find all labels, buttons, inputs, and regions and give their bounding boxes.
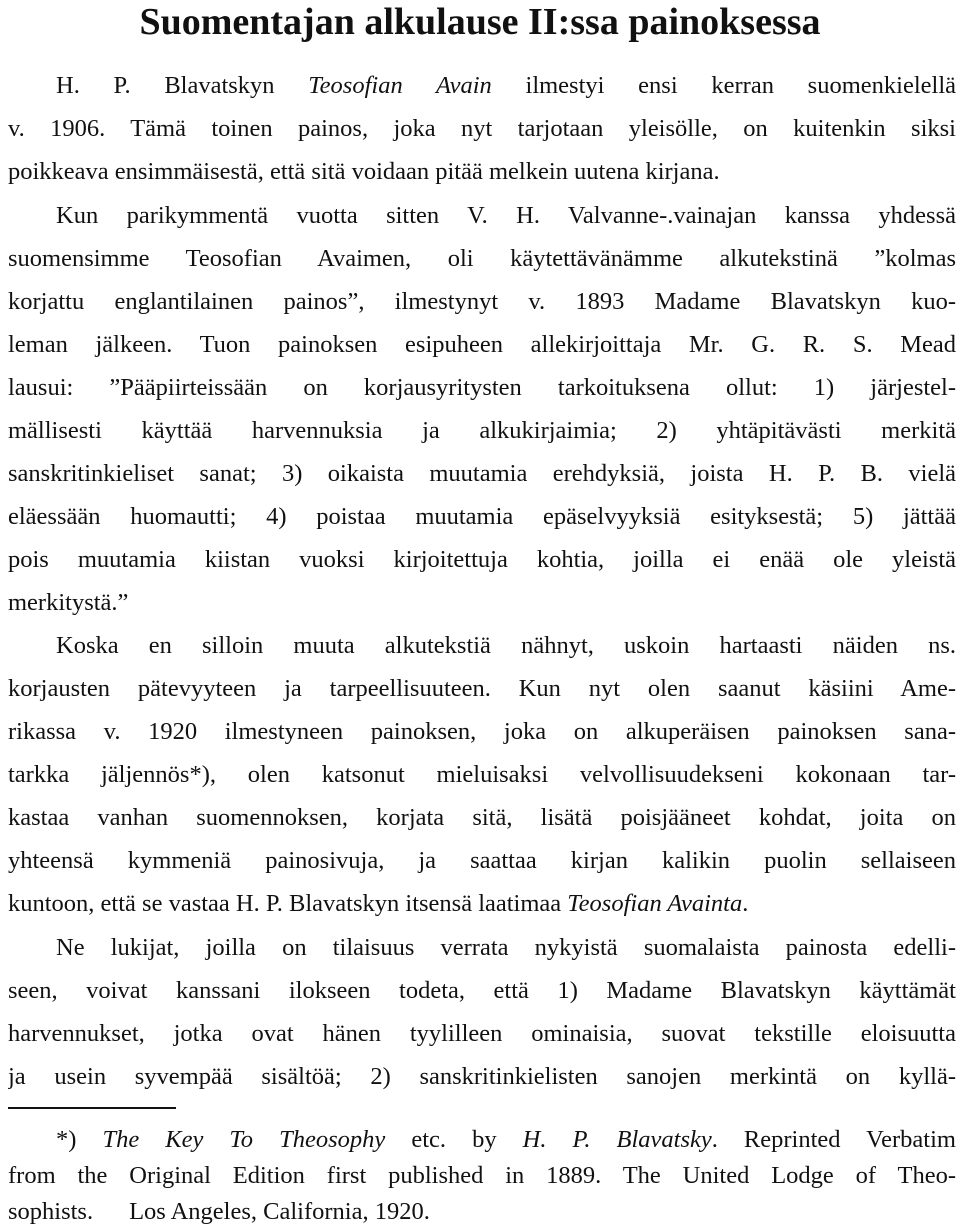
text-line: Ne lukijat, joilla on tilaisuus verrata nykyistä suomalaista painosta edelli- [56, 934, 956, 961]
text-line: Koska en silloin muuta alkutekstiä nähnyt, uskoin hartaasti näiden ns. [56, 632, 956, 659]
footnote-line: *) The Key To Theosophy etc. by H. P. Blavatsky. Reprinted Verbatim [56, 1126, 956, 1153]
footnote-author: H. P. Blavatsky [522, 1126, 712, 1153]
text-line: tarkka jäljennös*), olen katsonut mieluisaksi velvollisuudekseni kokonaan tar- [8, 761, 956, 788]
text-line: seen, voivat kanssani ilokseen todeta, että 1) Madame Blavatskyn käyttämät [8, 977, 956, 1004]
text-line: sanskritinkieliset sanat; 3) oikaista muutamia erehdyksiä, joista H. P. B. vielä [8, 460, 956, 487]
footnote-separator [8, 1107, 176, 1109]
footnote-line: from the Original Edition first published in 1889. The United Lodge of Theo- [8, 1162, 956, 1189]
text-line: yhteensä kymmeniä painosivuja, ja saattaa kirjan kalikin puolin sellaiseen [8, 847, 956, 874]
text-line: Kun parikymmentä vuotta sitten V. H. Valvanne-.vainajan kanssa yhdessä [56, 202, 956, 229]
text-line: korjausten pätevyyteen ja tarpeellisuuteen. Kun nyt olen saanut käsiini Ame- [8, 675, 956, 702]
text-line: merkitystä.” [8, 589, 129, 616]
footnote-book-title: The Key To Theosophy [102, 1126, 386, 1153]
text-line: rikassa v. 1920 ilmestyneen painoksen, joka on alkuperäisen painoksen sana- [8, 718, 956, 745]
text-line: harvennukset, jotka ovat hänen tyylilleen ominaisia, suovat tekstille eloisuutta [8, 1020, 956, 1047]
text-line: eläessään huomautti; 4) poistaa muutamia epäselvyyksiä esityksestä; 5) jättää [8, 503, 956, 530]
text-line: leman jälkeen. Tuon painoksen esipuheen allekirjoittaja Mr. G. R. S. Mead [8, 331, 956, 358]
text-line: ja usein syvempää sisältöä; 2) sanskritinkielisten sanojen merkintä on kyllä- [8, 1063, 956, 1090]
text-line: poikkeava ensimmäisestä, että sitä voidaan pitää melkein uutena kirjana. [8, 158, 720, 185]
page-title: Suomentajan alkulause II:ssa painoksessa [139, 1, 821, 43]
text-line: kastaa vanhan suomennoksen, korjata sitä, lisätä poisjääneet kohdat, joita on [8, 804, 956, 831]
text-line: pois muutamia kiistan vuoksi kirjoitettuja kohtia, joilla ei enää ole yleistä [8, 546, 956, 573]
text-line: lausui: ”Pääpiirteissään on korjausyritysten tarkoituksena ollut: 1) järjestel- [8, 374, 956, 401]
text-line: mällisesti käyttää harvennuksia ja alkukirjaimia; 2) yhtäpitävästi merkitä [8, 417, 956, 444]
text-line: H. P. Blavatskyn Teosofian Avain ilmestyi ensi kerran suomenkielellä [56, 72, 956, 99]
text-line: v. 1906. Tämä toinen painos, joka nyt tarjotaan yleisölle, on kuitenkin siksi [8, 115, 956, 142]
footnote-line: sophists. Los Angeles, California, 1920. [8, 1198, 430, 1225]
text-line: kuntoon, että se vastaa H. P. Blavatskyn itsensä laatimaa Teosofian Avainta. [8, 890, 749, 917]
book-title: Teosofian Avainta [567, 890, 743, 917]
text-line: suomensimme Teosofian Avaimen, oli käytettävänämme alkutekstinä ”kolmas [8, 245, 956, 272]
text-line: korjattu englantilainen painos”, ilmestynyt v. 1893 Madame Blavatskyn kuo- [8, 288, 956, 315]
book-title: Teosofian Avain [308, 72, 492, 99]
